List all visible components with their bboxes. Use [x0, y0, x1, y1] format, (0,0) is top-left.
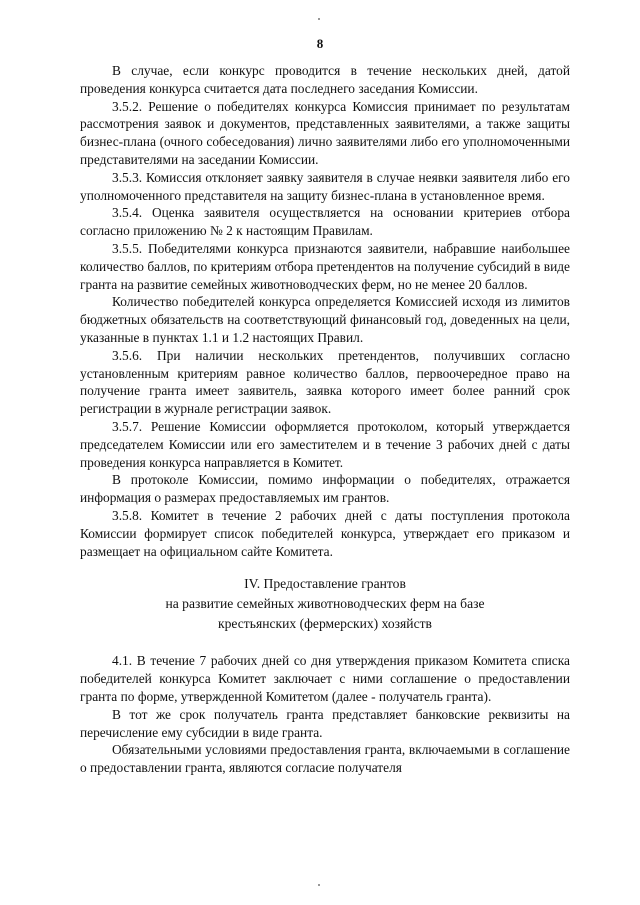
paragraph: 4.1. В течение 7 рабочих дней со дня утверждения приказом Комитета списка победителей конкурса Комитет заключает с ними соглашение о предоставлении гранта по форме, утвержденной Комитетом (далее - получатель гранта). — [80, 653, 570, 704]
section-heading-line1: IV. Предоставление грантов — [244, 576, 406, 592]
paragraph: Количество победителей конкурса определяется Комиссией исходя из лимитов бюджетных обязательств на соответствующий финансовый год, доведенных на цели, указанные в пунктах 1.1 и 1.2 настоящих Правил. — [80, 294, 570, 345]
scan-speck — [318, 18, 320, 20]
section-heading-line3: крестьянских (фермерских) хозяйств — [218, 616, 432, 632]
paragraph: 3.5.5. Победителями конкурса признаются заявители, набравшие наибольшее количество баллов, по критериям отбора претендентов на получение субсидий в виде гранта на развитие семейных животноводческих ферм, но не менее 20 баллов. — [80, 240, 570, 292]
scan-speck — [318, 884, 320, 886]
paragraph: Обязательными условиями предоставления гранта, включаемыми в соглашение о предоставлении гранта, являются согласие получателя — [80, 742, 570, 776]
section-heading — [80, 574, 570, 634]
paragraph: 3.5.6. При наличии нескольких претендентов, получивших согласно установленным критериям равное количество баллов, первоочередное право на получение гранта имеет заявитель, заявка которого имеет более ранний срок регистрации в журнале регистрации заявок. — [80, 347, 570, 417]
paragraph: 3.5.3. Комиссия отклоняет заявку заявителя в случае неявки заявителя либо его уполномоченного представителя на защиту бизнес-плана в установленное время. — [80, 169, 570, 203]
section-heading-line2: на развитие семейных животноводческих ферм на базе — [165, 596, 485, 612]
document-body — [80, 62, 570, 777]
paragraph: В протоколе Комиссии, помимо информации о победителях, отражается информация о размерах предоставляемых им грантов. — [80, 472, 570, 506]
paragraph: В случае, если конкурс проводится в течение нескольких дней, датой проведения конкурса считается дата последнего заседания Комиссии. — [80, 63, 570, 96]
paragraphs-after — [80, 652, 570, 777]
paragraph: 3.5.8. Комитет в течение 2 рабочих дней с даты поступления протокола Комиссии формирует список победителей конкурса, утверждает его приказом и размещает на официальном сайте Комитета. — [80, 507, 570, 559]
paragraphs-before — [80, 62, 570, 560]
paragraph: 3.5.2. Решение о победителях конкурса Комиссия принимает по результатам рассмотрения заявок и документов, представленных заявителями, а также защиты бизнес-плана (очного собеседования) лично заявителями либо его уполномоченными представителями на заседании Комиссии. — [80, 98, 570, 167]
page-number: 8 — [316, 36, 324, 51]
paragraph: В тот же срок получатель гранта представляет банковские реквизиты на перечисление ему субсидии в виде гранта. — [80, 706, 570, 740]
paragraph: 3.5.7. Решение Комиссии оформляется протоколом, который утверждается председателем Комиссии или его заместителем и в течение 3 рабочих дней с даты проведения конкурса направляется в Комитет. — [80, 418, 570, 470]
paragraph: 3.5.4. Оценка заявителя осуществляется на основании критериев отбора согласно приложению № 2 к настоящим Правилам. — [80, 205, 570, 239]
